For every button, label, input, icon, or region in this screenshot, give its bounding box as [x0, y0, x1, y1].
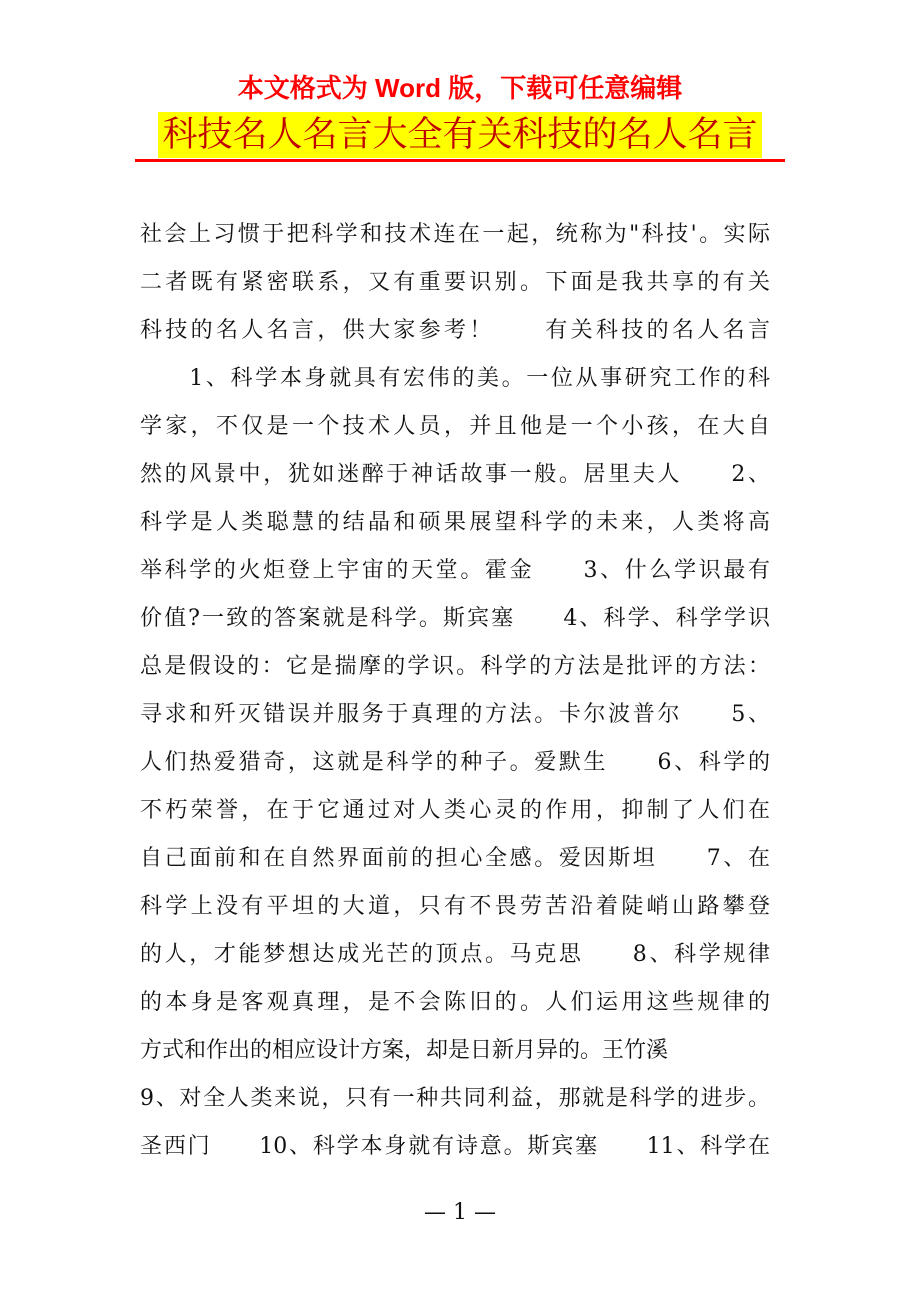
paragraph-line: 的本身是客观真理，是不会陈旧的。人们运用这些规律的 [140, 990, 770, 1015]
format-notice: 本文格式为 Word 版，下载可任意编辑 [237, 73, 683, 103]
paragraph-line: 科学是人类聪慧的结晶和硕果展望科学的未来，人类将高 [140, 510, 770, 535]
paragraph-line: 不朽荣誉，在于它通过对人类心灵的作用，抑制了人们在 [140, 798, 770, 823]
paragraph-line: 二者既有紧密联系，又有重要识别。下面是我共享的有关 [140, 270, 770, 295]
paragraph-line: 圣西门 10、科学本身就有诗意。斯宾塞 11、科学在 [140, 1134, 770, 1159]
paragraph-line: 举科学的火炬登上宇宙的天堂。霍金 3、什么学识最有 [140, 558, 770, 583]
paragraph-line: 科技的名人名言，供大家参考！ 有关科技的名人名言 [140, 318, 770, 343]
title-divider [135, 159, 785, 162]
paragraph-line: 然的风景中，犹如迷醉于神话故事一般。居里夫人 2、 [140, 462, 770, 487]
page-number: — 1 — [424, 1200, 496, 1225]
paragraph-line: 学家，不仅是一个技术人员，并且他是一个小孩，在大自 [140, 414, 770, 439]
paragraph-line: 9、对全人类来说，只有一种共同利益，那就是科学的进步。 [140, 1086, 770, 1111]
document-body [140, 213, 770, 1173]
paragraph-line: 寻求和歼灭错误并服务于真理的方法。卡尔波普尔 5、 [140, 702, 770, 727]
paragraph-line: 自己面前和在自然界面前的担心全感。爱因斯坦 7、在 [140, 846, 770, 871]
title-container [0, 112, 920, 158]
paragraph-line: 科学上没有平坦的大道，只有不畏劳苦沿着陡峭山路攀登 [140, 894, 770, 919]
paragraph-line: 1、科学本身就具有宏伟的美。一位从事研究工作的科 [140, 366, 770, 391]
paragraph-line: 总是假设的：它是揣摩的学识。科学的方法是批评的方法： [140, 654, 770, 679]
paragraph-line: 价值?一致的答案就是科学。斯宾塞 4、科学、科学学识 [140, 606, 770, 631]
paragraph-line: 方式和作出的相应设计方案，却是日新月异的。王竹溪 [140, 1038, 669, 1063]
paragraph-line: 社会上习惯于把科学和技术连在一起，统称为"科技'。实际 [140, 222, 770, 247]
paragraph-line: 人们热爱猎奇，这就是科学的种子。爱默生 6、科学的 [140, 750, 770, 775]
document-title: 科技名人名言大全有关科技的名人名言 [158, 112, 761, 158]
paragraph-line: 的人，才能梦想达成光芒的顶点。马克思 8、科学规律 [140, 942, 770, 967]
